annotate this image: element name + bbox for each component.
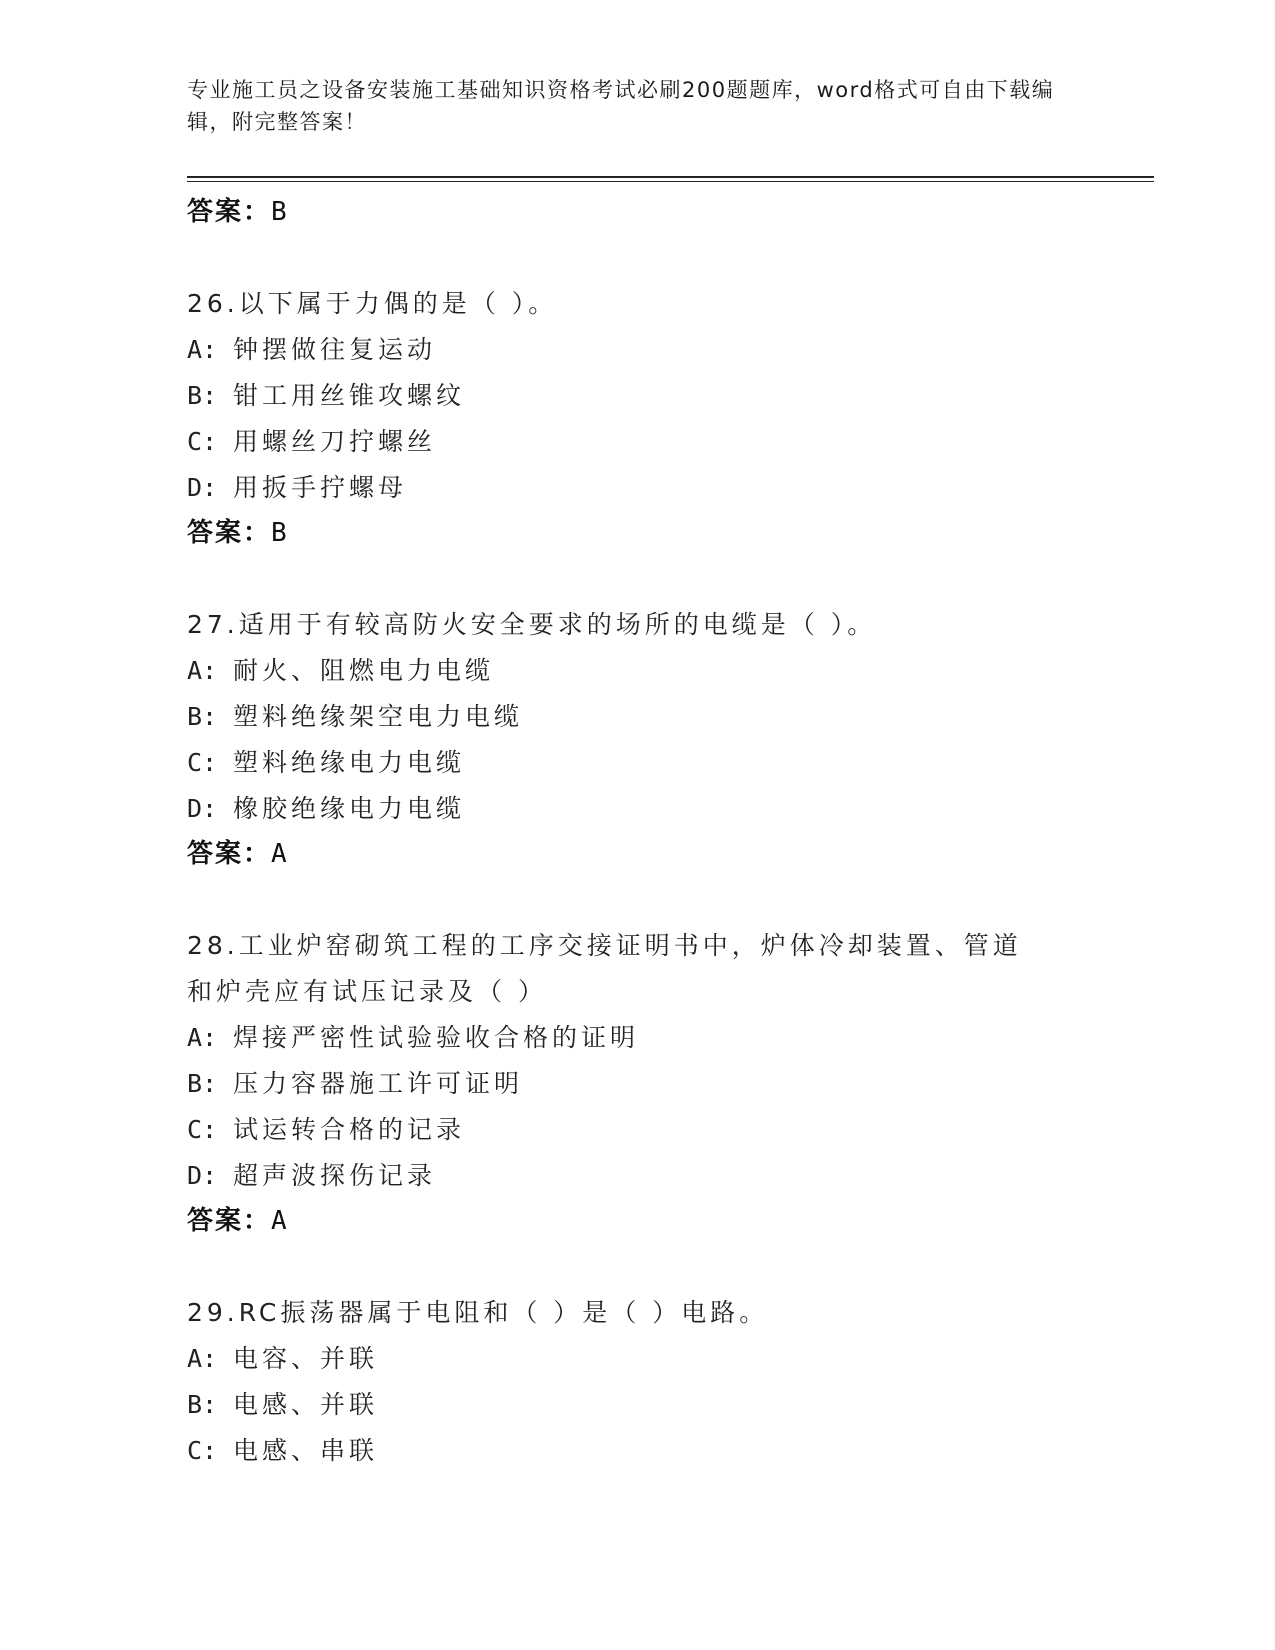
option-d	[187, 1153, 1147, 1199]
answer-label: 答案：	[187, 839, 272, 869]
option-label: B:	[187, 702, 218, 731]
option-label: B:	[187, 1390, 218, 1419]
question-stem: 29.RC振荡器属于电阻和（ ）是（ ）电路。	[187, 1298, 769, 1327]
option-label: C:	[187, 748, 218, 777]
option-text: 焊接严密性试验验收合格的证明	[233, 1023, 640, 1052]
option-label: D:	[187, 794, 218, 823]
option-c	[187, 419, 1147, 465]
answer-value: A	[271, 839, 289, 869]
option-text: 用扳手拧螺母	[233, 473, 408, 502]
option-label: D:	[187, 1161, 218, 1190]
spacer	[187, 876, 1147, 923]
option-d	[187, 786, 1147, 832]
option-text: 电容、并联	[233, 1344, 379, 1373]
header-rule-thin	[187, 181, 1154, 182]
answer-label: 答案：	[187, 518, 272, 548]
option-a	[187, 327, 1147, 373]
option-text: 钳工用丝锥攻螺纹	[233, 381, 466, 410]
option-text: 用螺丝刀拧螺丝	[233, 427, 437, 456]
question-block	[187, 602, 1147, 876]
option-text: 电感、并联	[233, 1390, 379, 1419]
option-label: C:	[187, 1115, 218, 1144]
option-a	[187, 1015, 1147, 1061]
answer-line	[187, 832, 1147, 876]
question-content	[187, 190, 1147, 1474]
option-c	[187, 1107, 1147, 1153]
option-a	[187, 648, 1147, 694]
option-text: 超声波探伤记录	[233, 1161, 437, 1190]
question-stem: 26.以下属于力偶的是（ ）。	[187, 289, 558, 318]
answer-line	[187, 190, 1147, 234]
option-text: 压力容器施工许可证明	[233, 1069, 524, 1098]
option-label: C:	[187, 427, 218, 456]
question-stem: 28.工业炉窑砌筑工程的工序交接证明书中，炉体冷却装置、管道和炉壳应有试压记录及（ ）	[187, 931, 1022, 1006]
page-header-text: 专业施工员之设备安装施工基础知识资格考试必刷200题题库，word格式可自由下载编辑，附完整答案！	[187, 78, 1055, 134]
option-c	[187, 740, 1147, 786]
option-b	[187, 1061, 1147, 1107]
answer-label: 答案：	[187, 197, 272, 227]
option-label: C:	[187, 1436, 218, 1465]
answer-value: B	[271, 197, 289, 227]
question-stem: 27.适用于有较高防火安全要求的场所的电缆是（ ）。	[187, 610, 877, 639]
spacer	[187, 555, 1147, 602]
option-text: 塑料绝缘架空电力电缆	[233, 702, 524, 731]
spacer	[187, 1243, 1147, 1290]
option-label: A:	[187, 656, 218, 685]
answer-line	[187, 1199, 1147, 1243]
answer-value: A	[271, 1206, 289, 1236]
option-text: 试运转合格的记录	[233, 1115, 466, 1144]
option-text: 电感、串联	[233, 1436, 379, 1465]
question-block	[187, 923, 1147, 1243]
option-label: A:	[187, 1344, 218, 1373]
option-a	[187, 1336, 1147, 1382]
answer-line	[187, 511, 1147, 555]
header-rule-thick	[187, 176, 1154, 178]
option-b	[187, 373, 1147, 419]
option-text: 橡胶绝缘电力电缆	[233, 794, 466, 823]
option-label: A:	[187, 335, 218, 364]
option-label: A:	[187, 1023, 218, 1052]
option-label: D:	[187, 473, 218, 502]
option-b	[187, 1382, 1147, 1428]
option-b	[187, 694, 1147, 740]
spacer	[187, 234, 1147, 281]
option-label: B:	[187, 381, 218, 410]
answer-label: 答案：	[187, 1206, 272, 1236]
question-block	[187, 281, 1147, 555]
question-block	[187, 1290, 1147, 1474]
option-label: B:	[187, 1069, 218, 1098]
option-text: 耐火、阻燃电力电缆	[233, 656, 495, 685]
option-text: 塑料绝缘电力电缆	[233, 748, 466, 777]
option-d	[187, 465, 1147, 511]
answer-value: B	[271, 518, 289, 548]
option-c	[187, 1428, 1147, 1474]
option-text: 钟摆做往复运动	[233, 335, 437, 364]
